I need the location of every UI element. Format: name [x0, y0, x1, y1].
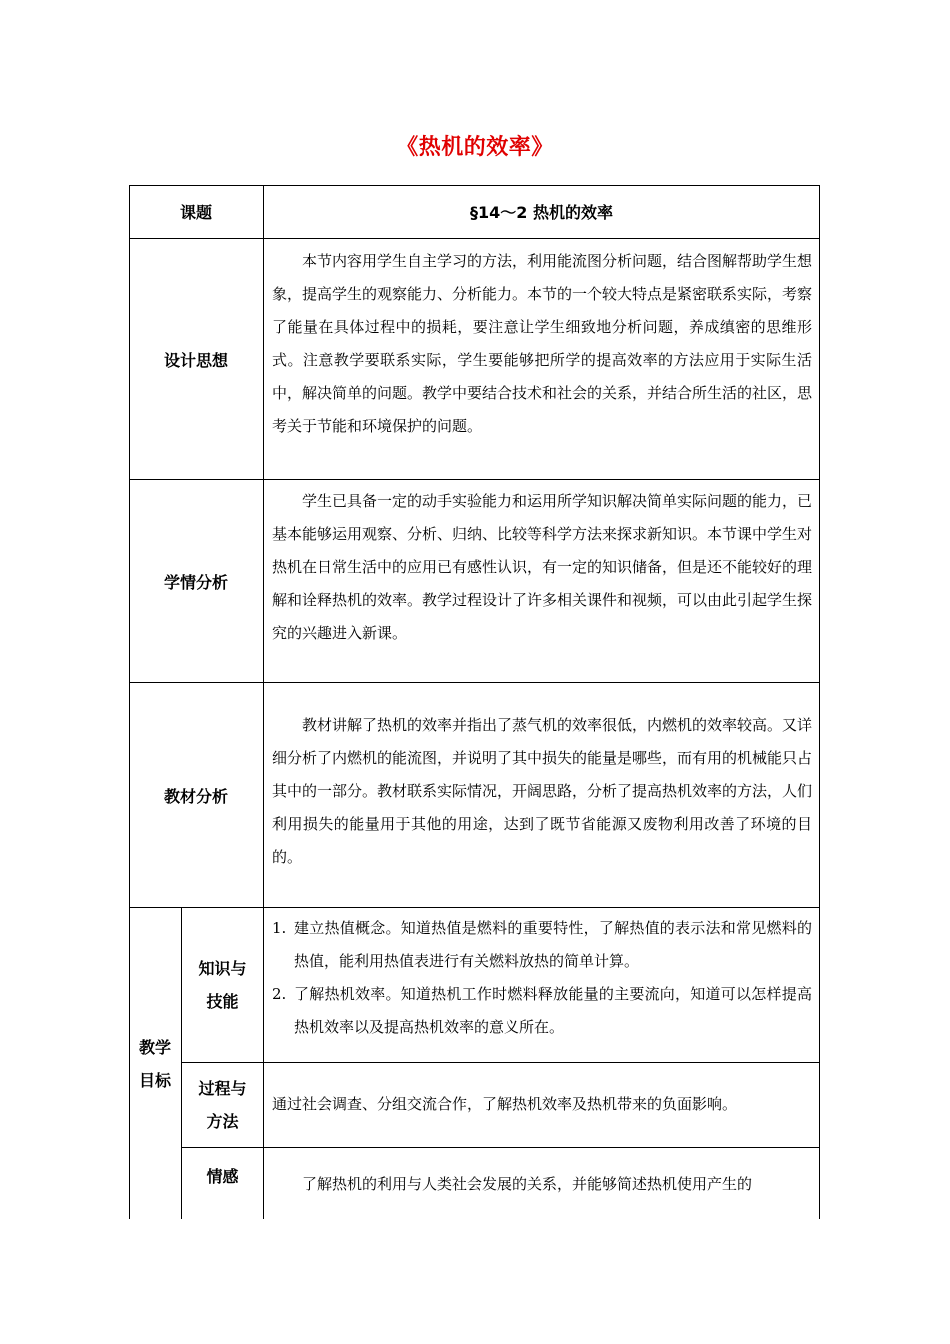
design-text: 本节内容用学生自主学习的方法，利用能流图分析问题，结合图解帮助学生想象，提高学生的观察能力、分析能力。本节的一个较大特点是紧密联系实际，考察了能量在具体过程中的损耗，要注意让学生细致地分析问题，养成缜密的思维形式。注意教学要联系实际，学生要能够把所学的提高效率的方法应用于实际生活中，解决简单的问题。教学中要结合技术和社会的关系，并结合所生活的社区，思考关于节能和环境保护的问题。 — [272, 252, 813, 435]
list-item — [272, 978, 812, 1044]
list-item-number: 1. — [272, 919, 287, 937]
process-label — [182, 1063, 263, 1147]
table-rule — [263, 185, 264, 1219]
goals-label-line1: 教学 — [138, 1037, 171, 1057]
emotion-label: 情感 — [206, 1167, 239, 1186]
emotion-text: 了解热机的利用与人类社会发展的关系，并能够简述热机使用产生的 — [302, 1175, 753, 1193]
table-rule — [181, 1062, 820, 1063]
list-item — [272, 912, 812, 978]
topic-label: 课题 — [179, 203, 212, 222]
table-rule — [819, 185, 820, 1219]
knowledge-list — [272, 912, 812, 1044]
process-text: 通过社会调查、分组交流合作，了解热机效率及热机带来的负面影响。 — [272, 1095, 738, 1113]
table-rule — [181, 1147, 820, 1148]
lesson-plan-table — [129, 185, 820, 1219]
goals-label — [129, 908, 181, 1219]
knowledge-label-line1: 知识与 — [198, 959, 247, 978]
list-item-text: 了解热机效率。知道热机工作时燃料释放能量的主要流向，知道可以怎样提高热机效率以及提高热机效率的意义所在。 — [294, 985, 812, 1036]
knowledge-label-line2: 技能 — [206, 992, 239, 1011]
list-item-number: 2. — [272, 985, 287, 1003]
knowledge-label — [182, 908, 263, 1062]
topic-value: §14～2 热机的效率 — [470, 203, 613, 222]
process-label-line2: 方法 — [206, 1112, 239, 1131]
students-label: 学情分析 — [163, 572, 228, 592]
textbook-label: 教材分析 — [163, 786, 228, 806]
design-label: 设计思想 — [163, 350, 228, 370]
document-title: 《热机的效率》 — [396, 135, 554, 160]
students-text: 学生已具备一定的动手实验能力和运用所学知识解决简单实际问题的能力，已基本能够运用观察、分析、归纳、比较等科学方法来探求新知识。本节课中学生对热机在日常生活中的应用已有感性认识，有一定的知识储备，但是还不能较好的理解和诠释热机的效率。教学过程设计了许多相关课件和视频，可以由此引起学生探究的兴趣进入新课。 — [272, 492, 813, 642]
process-label-line1: 过程与 — [198, 1079, 247, 1098]
textbook-text: 教材讲解了热机的效率并指出了蒸气机的效率很低，内燃机的效率较高。又详细分析了内燃机的能流图，并说明了其中损失的能量是哪些，而有用的机械能只占其中的一部分。教材联系实际情况，开阔思路，分析了提高热机效率的方法，人们利用损失的能量用于其他的用途，达到了既节省能源又废物利用改善了环境的目的。 — [272, 716, 813, 866]
goals-label-line2: 目标 — [138, 1070, 171, 1090]
list-item-text: 建立热值概念。知道热值是燃料的重要特性，了解热值的表示法和常见燃料的热值，能利用热值表进行有关燃料放热的简单计算。 — [294, 919, 812, 970]
